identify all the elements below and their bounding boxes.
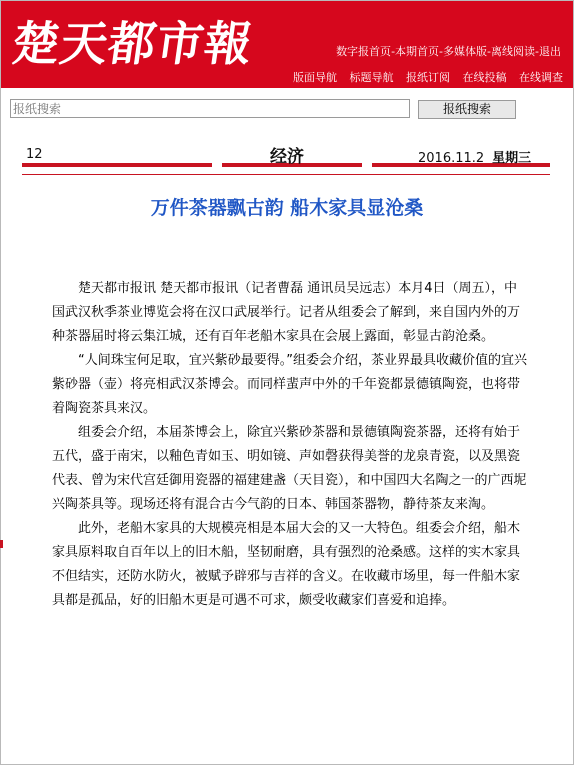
- header-bar-left: [22, 163, 212, 167]
- nav-title-navigation[interactable]: 标题导航: [349, 71, 394, 84]
- link-digital-home[interactable]: 数字报首页: [336, 45, 392, 58]
- page-number: 12: [26, 147, 43, 162]
- top-links: 数字报首页-本期首页-多媒体版-离线阅读-退出: [336, 45, 561, 58]
- link-exit[interactable]: 退出: [539, 45, 561, 58]
- nav-page-navigation[interactable]: 版面导航: [293, 71, 337, 84]
- nav-subscribe[interactable]: 报纸订阅: [406, 71, 450, 84]
- search-button[interactable]: 报纸搜索: [418, 100, 516, 119]
- article-paragraph: 组委会介绍，本届茶博会上，除宜兴紫砂茶器和景德镇陶瓷茶器，还将有始于五代，盛于南宋，以釉色青如玉、明如镜、声如磬获得美誉的龙泉青瓷，以及黑瓷代表、曾为宋代宫廷御用瓷器的福建建盏（天目瓷），和中国四大名陶之一的广西坭兴陶茶具等。现场还将有混合古今气韵的日本、韩国茶器物，静待茶友来淘。: [52, 425, 527, 512]
- nav-submit-article[interactable]: 在线投稿: [462, 71, 507, 84]
- nav-online-survey[interactable]: 在线调查: [519, 71, 563, 84]
- article-paragraph: “人间珠宝何足取，宜兴紫砂最要得。”组委会介绍，茶业界最具收藏价值的宜兴紫砂器（壶）将亮相武汉茶博会。而同样蜚声中外的千年瓷都景德镇陶瓷，也将带着陶瓷茶具来汉。: [52, 353, 527, 416]
- date-text: 2016.11.2: [418, 151, 485, 166]
- masthead: [1, 1, 573, 88]
- section-title: 经济: [270, 147, 304, 167]
- link-offline-reading[interactable]: 离线阅读: [491, 45, 536, 58]
- link-issue-home[interactable]: 本期首页: [395, 45, 440, 58]
- article-body: [52, 277, 527, 613]
- link-multimedia[interactable]: 多媒体版: [443, 45, 488, 58]
- article-paragraph: 楚天都市报讯 楚天都市报讯（记者曹磊 通讯员吴远志）本月4日（周五），中国武汉秋季茶业博览会将在汉口武展举行。记者从组委会了解到，来自国内外的万种茶器届时将云集江城，还有百年老船木家具在会展上露面，彰显古韵沧桑。: [52, 281, 521, 344]
- weekday-text: 星期三: [492, 151, 532, 166]
- article-headline: 万件茶器飘古韵 船木家具显沧桑: [150, 197, 424, 219]
- scroll-marker: [0, 540, 3, 548]
- header-divider: [22, 174, 550, 175]
- article-paragraph: 此外，老船木家具的大规模亮相是本届大会的又一大特色。组委会介绍，船木家具原料取自百年以上的旧木船，坚韧耐磨，具有强烈的沧桑感。这样的实木家具不但结实，还防水防火，被赋予辟邪与吉祥的含义。在收藏市场里，每一件船木家具都是孤品，好的旧船木更是可遇不可求，颇受收藏家们喜爱和追捧。: [52, 521, 521, 608]
- newspaper-logo[interactable]: 楚天都市報: [8, 17, 257, 72]
- nav-links: [284, 69, 563, 85]
- search-input[interactable]: [10, 99, 410, 118]
- issue-date: [418, 147, 531, 166]
